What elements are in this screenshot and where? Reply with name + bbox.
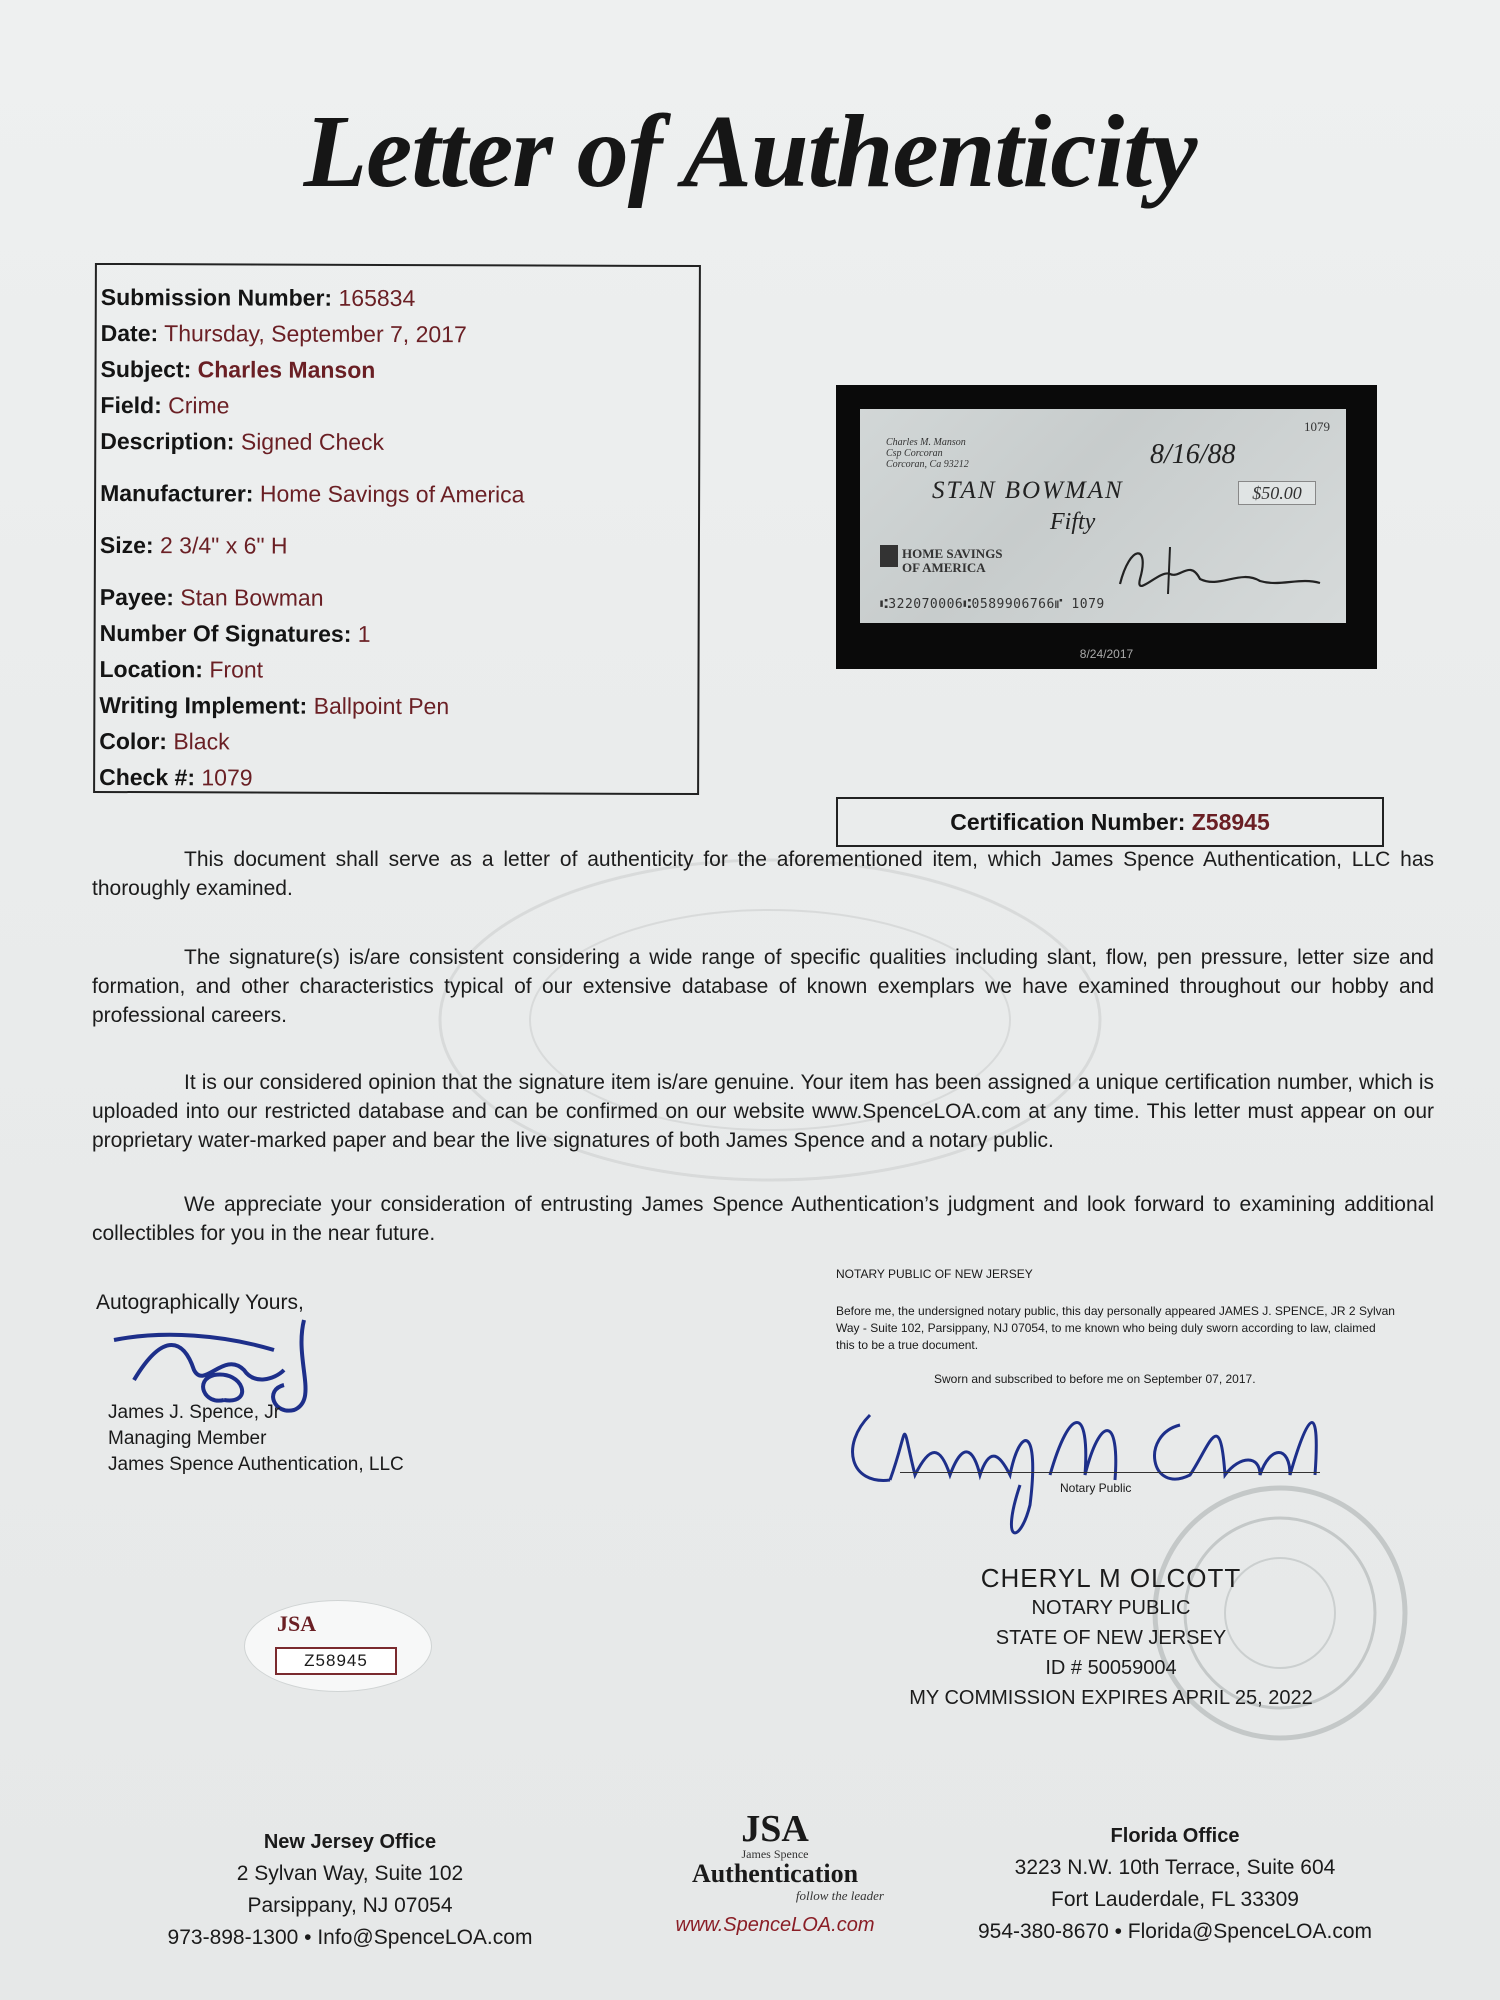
check-photo <box>836 385 1377 669</box>
body-paragraph-1: This document shall serve as a letter of authenticity for the aforementioned item, which James Spence Authentication, LLC has thoroughly examined. <box>92 848 1434 900</box>
notary-signature-line <box>900 1472 1320 1473</box>
notary-heading: NOTARY PUBLIC OF NEW JERSEY <box>836 1267 1033 1281</box>
check-drawer-address <box>886 437 969 470</box>
detail-value: 165834 <box>338 284 416 312</box>
detail-value: Stan Bowman <box>180 584 324 611</box>
check-amount: $50.00 <box>1238 481 1316 505</box>
detail-subject <box>100 351 694 389</box>
notary-stamp <box>876 1563 1346 1713</box>
nj-office-block <box>150 1826 550 1954</box>
detail-size <box>100 527 694 565</box>
check-drawer-line: Csp Corcoran <box>886 448 943 459</box>
detail-label: Color: <box>99 727 168 755</box>
detail-number-of-signatures <box>100 615 694 653</box>
signer-block <box>108 1400 404 1478</box>
nj-office-contact: 973-898-1300 • Info@SpenceLOA.com <box>167 1926 533 1949</box>
closing-salutation: Autographically Yours, <box>96 1291 304 1314</box>
detail-date <box>101 315 695 353</box>
check-bank-line: OF AMERICA <box>902 560 986 575</box>
detail-value: 1079 <box>201 764 253 791</box>
photo-date-stamp: 8/24/2017 <box>1079 647 1134 661</box>
website-url[interactable]: www.SpenceLOA.com <box>675 1914 875 1936</box>
check-signature-graphic <box>1110 539 1330 609</box>
detail-location <box>99 651 693 689</box>
logo-authentication-text: Authentication <box>691 1859 859 1888</box>
fl-office-block <box>940 1820 1410 1948</box>
detail-value: Front <box>209 656 264 683</box>
logo-james-spence-text: James Spence <box>741 1847 809 1861</box>
detail-writing-implement <box>99 687 693 725</box>
check-image <box>860 409 1346 623</box>
check-amount-words: Fifty <box>1050 509 1096 535</box>
detail-description <box>100 423 694 461</box>
notary-stamp-state: STATE OF NEW JERSEY <box>995 1627 1227 1649</box>
detail-value: Signed Check <box>240 428 385 455</box>
detail-value: Thursday, September 7, 2017 <box>164 320 467 348</box>
check-drawer-line: Charles M. Manson <box>886 437 966 448</box>
detail-label: Size: <box>99 531 154 559</box>
detail-label: Number Of Signatures: <box>99 619 352 647</box>
body-paragraph-3: It is our considered opinion that the signature item is/are genuine. Your item has been assigned a unique certification number, which is uploaded into our restricted database and can be confirmed on our website www.SpenceLOA.com at any time. This letter must appear on our proprietary water-marked paper and bear the live signatures of both James Spence and a notary public. <box>92 1071 1434 1152</box>
certification-label: Certification Number: <box>950 809 1186 835</box>
detail-value: Crime <box>168 392 230 419</box>
detail-color <box>99 723 693 761</box>
sticker-logo: JSA <box>277 1611 317 1636</box>
notary-stamp-title: NOTARY PUBLIC <box>1031 1597 1191 1619</box>
detail-value: Black <box>173 728 230 755</box>
check-micr-line: ⑆322070006⑆0589906766⑈ 1079 <box>880 597 1105 612</box>
detail-label: Writing Implement: <box>99 691 308 719</box>
notary-sworn-line: Sworn and subscribed to before me on September 07, 2017. <box>934 1372 1256 1386</box>
item-details-box <box>93 263 701 795</box>
logo-tagline: follow the leader <box>795 1888 884 1903</box>
certification-number: Z58945 <box>1191 809 1270 835</box>
detail-label: Description: <box>100 427 235 455</box>
detail-label: Location: <box>99 655 204 683</box>
detail-value: 2 3/4" x 6" H <box>159 532 288 559</box>
notary-stamp-name: CHERYL M OLCOTT <box>980 1563 1242 1593</box>
detail-check-number <box>99 759 693 797</box>
check-drawer-line: Corcoran, Ca 93212 <box>886 459 969 470</box>
detail-label: Check #: <box>99 763 196 791</box>
signer-company: James Spence Authentication, LLC <box>108 1454 404 1475</box>
body-paragraph-2: The signature(s) is/are consistent considering a wide range of specific qualities including slant, flow, pen pressure, letter size and formation, and other characteristics typical of our extensive database of known exemplars we have examined throughout our hobby and professional careers. <box>92 946 1434 1027</box>
check-bank-line: HOME SAVINGS <box>902 546 1003 561</box>
fl-office-address-1: 3223 N.W. 10th Terrace, Suite 604 <box>1014 1856 1336 1879</box>
sticker-number: Z58945 <box>275 1647 397 1675</box>
signer-title: Managing Member <box>108 1428 267 1449</box>
check-date: 8/16/88 <box>1150 439 1236 470</box>
document-title: Letter of Authenticity <box>303 94 1197 209</box>
jsa-logo <box>650 1810 900 1937</box>
check-payee: STAN BOWMAN <box>932 477 1124 504</box>
bank-logo-icon <box>880 545 898 567</box>
fl-office-address-2: Fort Lauderdale, FL 33309 <box>1051 1888 1299 1911</box>
check-number: 1079 <box>1304 419 1330 434</box>
logo-jsa-text: JSA <box>741 1808 809 1850</box>
nj-office-address-2: Parsippany, NJ 07054 <box>247 1894 453 1917</box>
detail-value: Charles Manson <box>197 356 376 383</box>
detail-label: Payee: <box>99 583 174 611</box>
detail-label: Submission Number: <box>100 283 333 311</box>
notary-stamp-expiration: MY COMMISSION EXPIRES APRIL 25, 2022 <box>909 1687 1313 1709</box>
jsa-hologram-sticker <box>244 1600 432 1692</box>
signer-name: James J. Spence, Jr <box>108 1402 281 1423</box>
detail-value: 1 <box>357 620 371 647</box>
detail-manufacturer <box>100 475 694 513</box>
body-paragraph-4: We appreciate your consideration of entrusting James Spence Authentication’s judgment and look forward to examining additional collectibles for you in the near future. <box>92 1193 1434 1245</box>
check-bank-name <box>902 547 1003 575</box>
detail-value: Ballpoint Pen <box>313 692 450 720</box>
detail-label: Subject: <box>100 355 192 383</box>
detail-label: Manufacturer: <box>100 479 254 507</box>
detail-value: Home Savings of America <box>259 480 525 508</box>
detail-label: Field: <box>100 391 162 419</box>
nj-office-heading: New Jersey Office <box>263 1831 437 1853</box>
notary-stamp-id: ID # 50059004 <box>1045 1657 1177 1679</box>
fl-office-contact: 954-380-8670 • Florida@SpenceLOA.com <box>977 1920 1373 1943</box>
detail-label: Date: <box>100 319 159 347</box>
fl-office-heading: Florida Office <box>1110 1825 1240 1847</box>
notary-signature-label: Notary Public <box>1060 1481 1132 1495</box>
detail-submission-number <box>101 279 695 317</box>
detail-payee <box>100 579 694 617</box>
nj-office-address-1: 2 Sylvan Way, Suite 102 <box>236 1862 464 1885</box>
notary-statement: Before me, the undersigned notary public, this day personally appeared JAMES J. SPENCE, JR 2 Sylvan Way - Suite 102, Parsippany, NJ 07054, to me known who being duly sworn according to law, claimed this to be a true document. <box>836 1304 1395 1352</box>
detail-field <box>100 387 694 425</box>
